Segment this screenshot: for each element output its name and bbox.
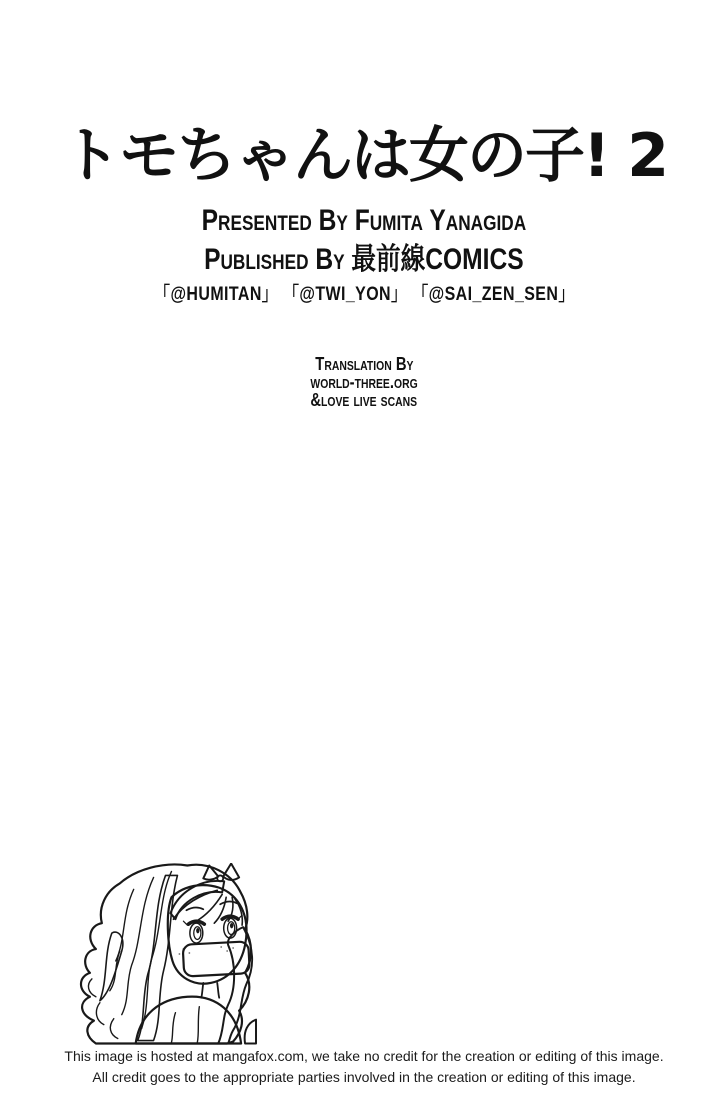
published-by-line: Published By 最前線COMICS: [204, 243, 524, 276]
footer-line-1: This image is hosted at mangafox.com, we take no credit for the creation or editing of this image.: [64, 1048, 664, 1064]
translation-block: [0, 353, 728, 410]
character-illustration: [76, 863, 258, 1045]
translation-group-1: world-three.org: [310, 371, 418, 392]
neck: [201, 983, 219, 998]
social-handles-line: 「@HUMITAN」 「@TWI_YON」 「@SAI_ZEN_SEN」: [153, 284, 575, 305]
manga-title: トモちゃんは女の子! 2: [61, 121, 667, 191]
translation-heading: Translation By: [314, 353, 414, 374]
freckles: [179, 946, 234, 955]
presented-by-line: Presented By Fumita Yanagida: [201, 204, 527, 237]
translation-group-2: &love live scans: [310, 389, 418, 410]
credits-block: [0, 204, 728, 282]
hosting-disclaimer: [0, 1046, 728, 1088]
footer-line-2: All credit goes to the appropriate parties involved in the creation or editing of this image.: [92, 1069, 636, 1085]
